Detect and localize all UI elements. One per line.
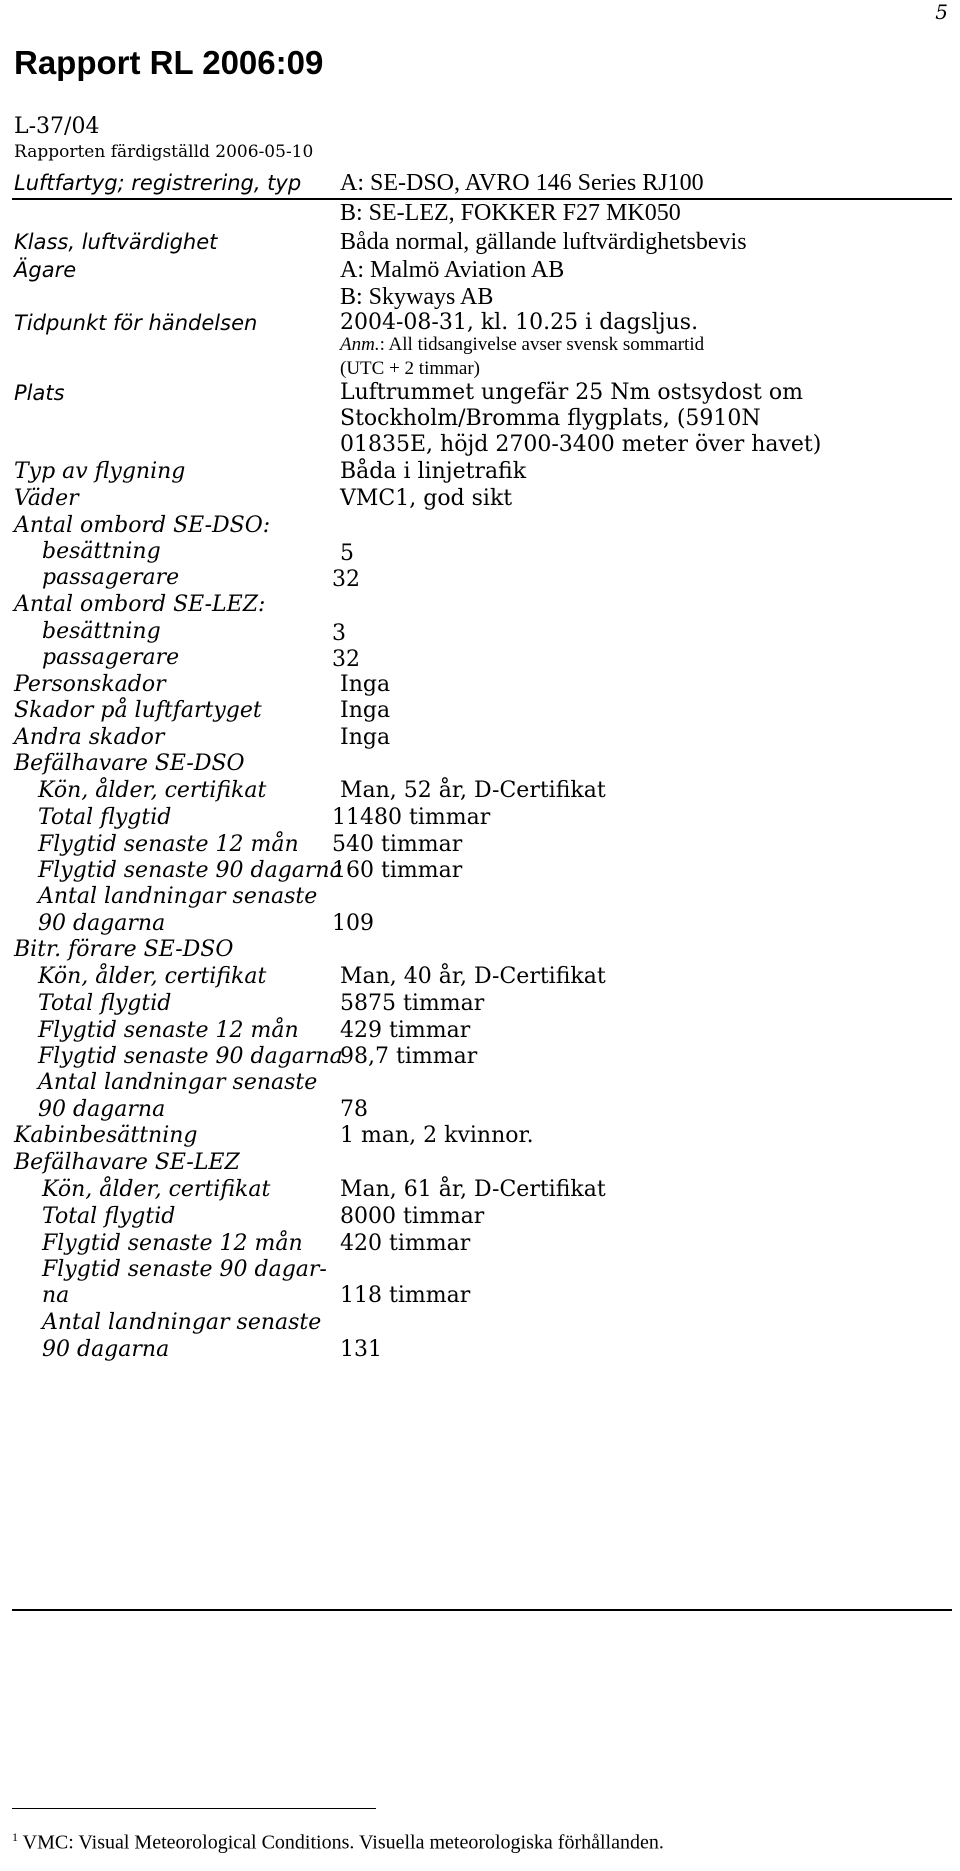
time-note (340, 334, 704, 356)
pic-lez-90d-label-line2: na (42, 1283, 70, 1308)
passengers-dso-value: 32 (332, 567, 360, 592)
pic-lez-90d-label-line1: Flygtid senaste 90 dagar- (42, 1257, 327, 1282)
report-title: Rapport RL 2006:09 (14, 44, 324, 81)
pic-lez-12m-value: 420 timmar (340, 1231, 471, 1256)
fo-dso-label: Bitr. förare SE-DSO (14, 937, 234, 962)
fo-dso-12m-value: 429 timmar (340, 1018, 471, 1043)
pic-dso-landings-value: 109 (332, 911, 374, 936)
pic-lez-landings-label-line2: 90 dagarna (42, 1337, 170, 1362)
footnote (12, 1830, 664, 1855)
fo-dso-90d-value: 98,7 timmar (340, 1044, 478, 1069)
pic-dso-12m-label: Flygtid senaste 12 mån (38, 832, 299, 857)
fo-dso-gender-label: Kön, ålder, certifikat (38, 964, 267, 989)
pic-dso-label: Befälhavare SE-DSO (14, 751, 245, 776)
pic-dso-landings-label-line2: 90 dagarna (38, 911, 166, 936)
footnote-text: VMC: Visual Meteorological Conditions. Visuella meteorologiska förhållanden. (22, 1831, 664, 1854)
pic-dso-gender-label: Kön, ålder, certifikat (38, 778, 267, 803)
pic-dso-total-value: 11480 timmar (332, 805, 491, 830)
time-value: 2004-08-31, kl. 10.25 i dagsljus. (340, 310, 699, 335)
pic-lez-90d-value: 118 timmar (340, 1283, 471, 1308)
pic-dso-total-label: Total flygtid (38, 805, 172, 830)
pic-lez-total-value: 8000 timmar (340, 1204, 485, 1229)
place-label: Plats (14, 381, 65, 405)
class-label: Klass, luftvärdighet (14, 230, 218, 254)
pic-lez-total-label: Total flygtid (42, 1204, 176, 1229)
other-damage-value: Inga (340, 725, 391, 750)
fo-dso-total-label: Total flygtid (38, 991, 172, 1016)
place-line1: Luftrummet ungefär 25 Nm ostsydost om (340, 380, 803, 405)
page-number: 5 (935, 0, 948, 24)
pic-dso-gender-value: Man, 52 år, D-Certifikat (340, 778, 606, 803)
time-label: Tidpunkt för händelsen (14, 311, 258, 335)
crew-lez-label: besättning (42, 619, 161, 644)
fo-dso-total-value: 5875 timmar (340, 991, 485, 1016)
aircraft-label: Luftfartyg; registrering, typ (14, 171, 302, 195)
weather-label: Väder (14, 486, 79, 511)
owner-label: Ägare (14, 258, 77, 282)
place-line2: Stockholm/Bromma flygplats, (5910N (340, 406, 761, 431)
passengers-lez-label: passagerare (42, 645, 180, 670)
class-value: Båda normal, gällande luftvärdighetsbevis (340, 229, 747, 255)
pic-lez-12m-label: Flygtid senaste 12 mån (42, 1231, 303, 1256)
owner-b-value: B: Skyways AB (340, 284, 494, 310)
pic-lez-landings-value: 131 (340, 1337, 382, 1362)
fo-dso-90d-label: Flygtid senaste 90 dagarna (38, 1044, 343, 1069)
weather-value: VMC1, god sikt (340, 486, 513, 511)
pic-dso-90d-label: Flygtid senaste 90 dagarna (38, 858, 343, 883)
fo-dso-gender-value: Man, 40 år, D-Certifikat (340, 964, 606, 989)
pic-lez-label: Befälhavare SE-LEZ (14, 1150, 240, 1175)
owner-a-value: A: Malmö Aviation AB (340, 257, 565, 283)
case-number: L-37/04 (14, 114, 100, 139)
aircraft-a-value: A: SE-DSO, AVRO 146 Series RJ100 (340, 170, 704, 196)
pic-dso-landings-label-line1: Antal landningar senaste (38, 884, 318, 909)
note-prefix: Anm. (340, 334, 380, 355)
fo-dso-12m-label: Flygtid senaste 12 mån (38, 1018, 299, 1043)
aircraft-b-value: B: SE-LEZ, FOKKER F27 MK050 (340, 200, 681, 226)
injuries-value: Inga (340, 672, 391, 697)
other-damage-label: Andra skador (14, 725, 165, 750)
fo-dso-landings-value: 78 (340, 1097, 368, 1122)
injuries-label: Personskador (14, 672, 166, 697)
time-note-line2: (UTC + 2 timmar) (340, 358, 480, 379)
passengers-lez-value: 32 (332, 647, 360, 672)
onboard-lez-label: Antal ombord SE-LEZ: (14, 592, 266, 617)
cabin-crew-label: Kabinbesättning (14, 1123, 198, 1148)
aircraft-damage-value: Inga (340, 698, 391, 723)
passengers-dso-label: passagerare (42, 565, 180, 590)
completion-date: Rapporten färdigställd 2006-05-10 (14, 142, 314, 162)
fo-dso-landings-label-line1: Antal landningar senaste (38, 1070, 318, 1095)
fo-dso-landings-label-line2: 90 dagarna (38, 1097, 166, 1122)
pic-lez-landings-label-line1: Antal landningar senaste (42, 1310, 322, 1335)
footnote-marker: 1 (12, 1830, 18, 1844)
cabin-crew-value: 1 man, 2 kvinnor. (340, 1123, 534, 1148)
pic-dso-90d-value: 160 timmar (332, 858, 463, 883)
pic-lez-gender-label: Kön, ålder, certifikat (42, 1177, 271, 1202)
flight-type-value: Båda i linjetrafik (340, 459, 527, 484)
aircraft-damage-label: Skador på luftfartyget (14, 698, 262, 723)
pic-dso-12m-value: 540 timmar (332, 832, 463, 857)
onboard-dso-label: Antal ombord SE-DSO: (14, 513, 271, 538)
footnote-separator (12, 1808, 376, 1809)
table-bottom-rule (12, 1609, 952, 1611)
note-text: : All tidsangivelse avser svensk sommartid (379, 334, 705, 355)
crew-dso-value: 5 (340, 541, 354, 566)
flight-type-label: Typ av flygning (14, 459, 186, 484)
crew-dso-label: besättning (42, 539, 161, 564)
pic-lez-gender-value: Man, 61 år, D-Certifikat (340, 1177, 606, 1202)
crew-lez-value: 3 (332, 621, 346, 646)
place-line3: 01835E, höjd 2700-3400 meter över havet) (340, 432, 822, 457)
